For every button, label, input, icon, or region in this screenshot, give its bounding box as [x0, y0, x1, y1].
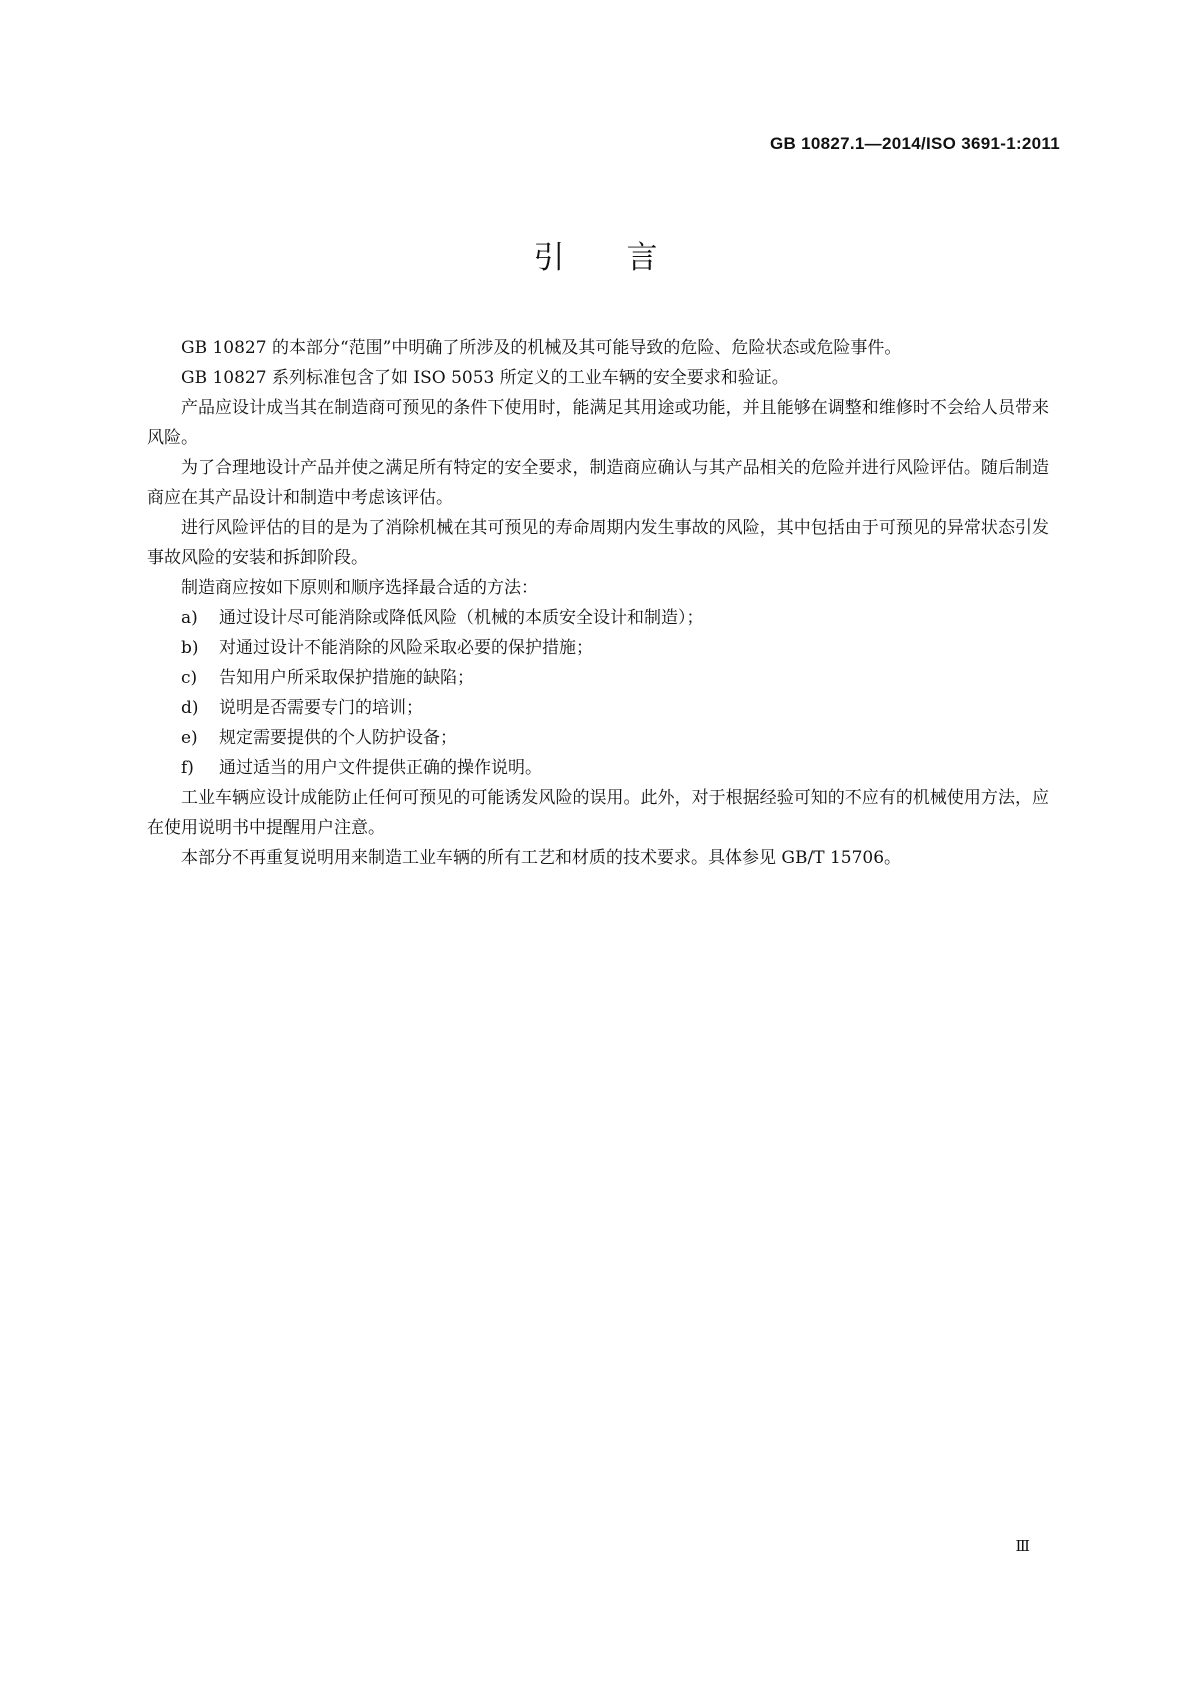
- list-item-marker: d): [181, 698, 199, 718]
- list-item: [147, 633, 1049, 663]
- list-item: [147, 723, 1049, 753]
- list-item: [147, 663, 1049, 693]
- paragraph-principles: 制造商应按如下原则和顺序选择最合适的方法：: [181, 578, 538, 598]
- list-item-marker: f): [181, 758, 194, 778]
- list-item-marker: e): [181, 728, 198, 748]
- list-item-marker: b): [181, 638, 199, 658]
- paragraph-reference: 本部分不再重复说明用来制造工业车辆的所有工艺和材质的技术要求。具体参见 GB/T 15706。: [181, 848, 902, 868]
- list-item: [147, 693, 1049, 723]
- list-item-text: 通过设计尽可能消除或降低风险（机械的本质安全设计和制造）；: [219, 608, 704, 628]
- paragraph-series: GB 10827 系列标准包含了如 ISO 5053 所定义的工业车辆的安全要求和验证。: [181, 368, 789, 388]
- list-item: [147, 603, 1049, 633]
- list-item-marker: c): [181, 668, 198, 688]
- list-item-text: 说明是否需要专门的培训；: [219, 698, 423, 718]
- paragraph-misuse: 工业车辆应设计成能防止任何可预见的可能诱发风险的误用。此外，对于根据经验可知的不应有的机械使用方法，应在使用说明书中提醒用户注意。: [147, 788, 1049, 838]
- standard-number-header: GB 10827.1—2014/ISO 3691-1:2011: [770, 134, 1060, 153]
- paragraph-scope: GB 10827 的本部分“范围”中明确了所涉及的机械及其可能导致的危险、危险状态或危险事件。: [181, 338, 902, 358]
- list-item-text: 通过适当的用户文件提供正确的操作说明。: [219, 758, 542, 778]
- page-title: 引言: [533, 240, 720, 276]
- paragraph-design: 产品应设计成当其在制造商可预见的条件下使用时，能满足其用途或功能，并且能够在调整和维修时不会给人员带来风险。: [147, 398, 1049, 448]
- list-item: [147, 753, 1049, 783]
- list-item-text: 规定需要提供的个人防护设备；: [219, 728, 457, 748]
- list-item-text: 对通过设计不能消除的风险采取必要的保护措施；: [219, 638, 593, 658]
- list-item-text: 告知用户所采取保护措施的缺陷；: [219, 668, 474, 688]
- paragraph-risk-assessment: 为了合理地设计产品并使之满足所有特定的安全要求，制造商应确认与其产品相关的危险并进行风险评估。随后制造商应在其产品设计和制造中考虑该评估。: [147, 458, 1049, 508]
- page-number: Ⅲ: [1015, 1537, 1030, 1555]
- paragraph-purpose: 进行风险评估的目的是为了消除机械在其可预见的寿命周期内发生事故的风险，其中包括由于可预见的异常状态引发事故风险的安装和拆卸阶段。: [147, 518, 1049, 568]
- document-body: [147, 333, 1049, 873]
- list-item-marker: a): [181, 608, 198, 628]
